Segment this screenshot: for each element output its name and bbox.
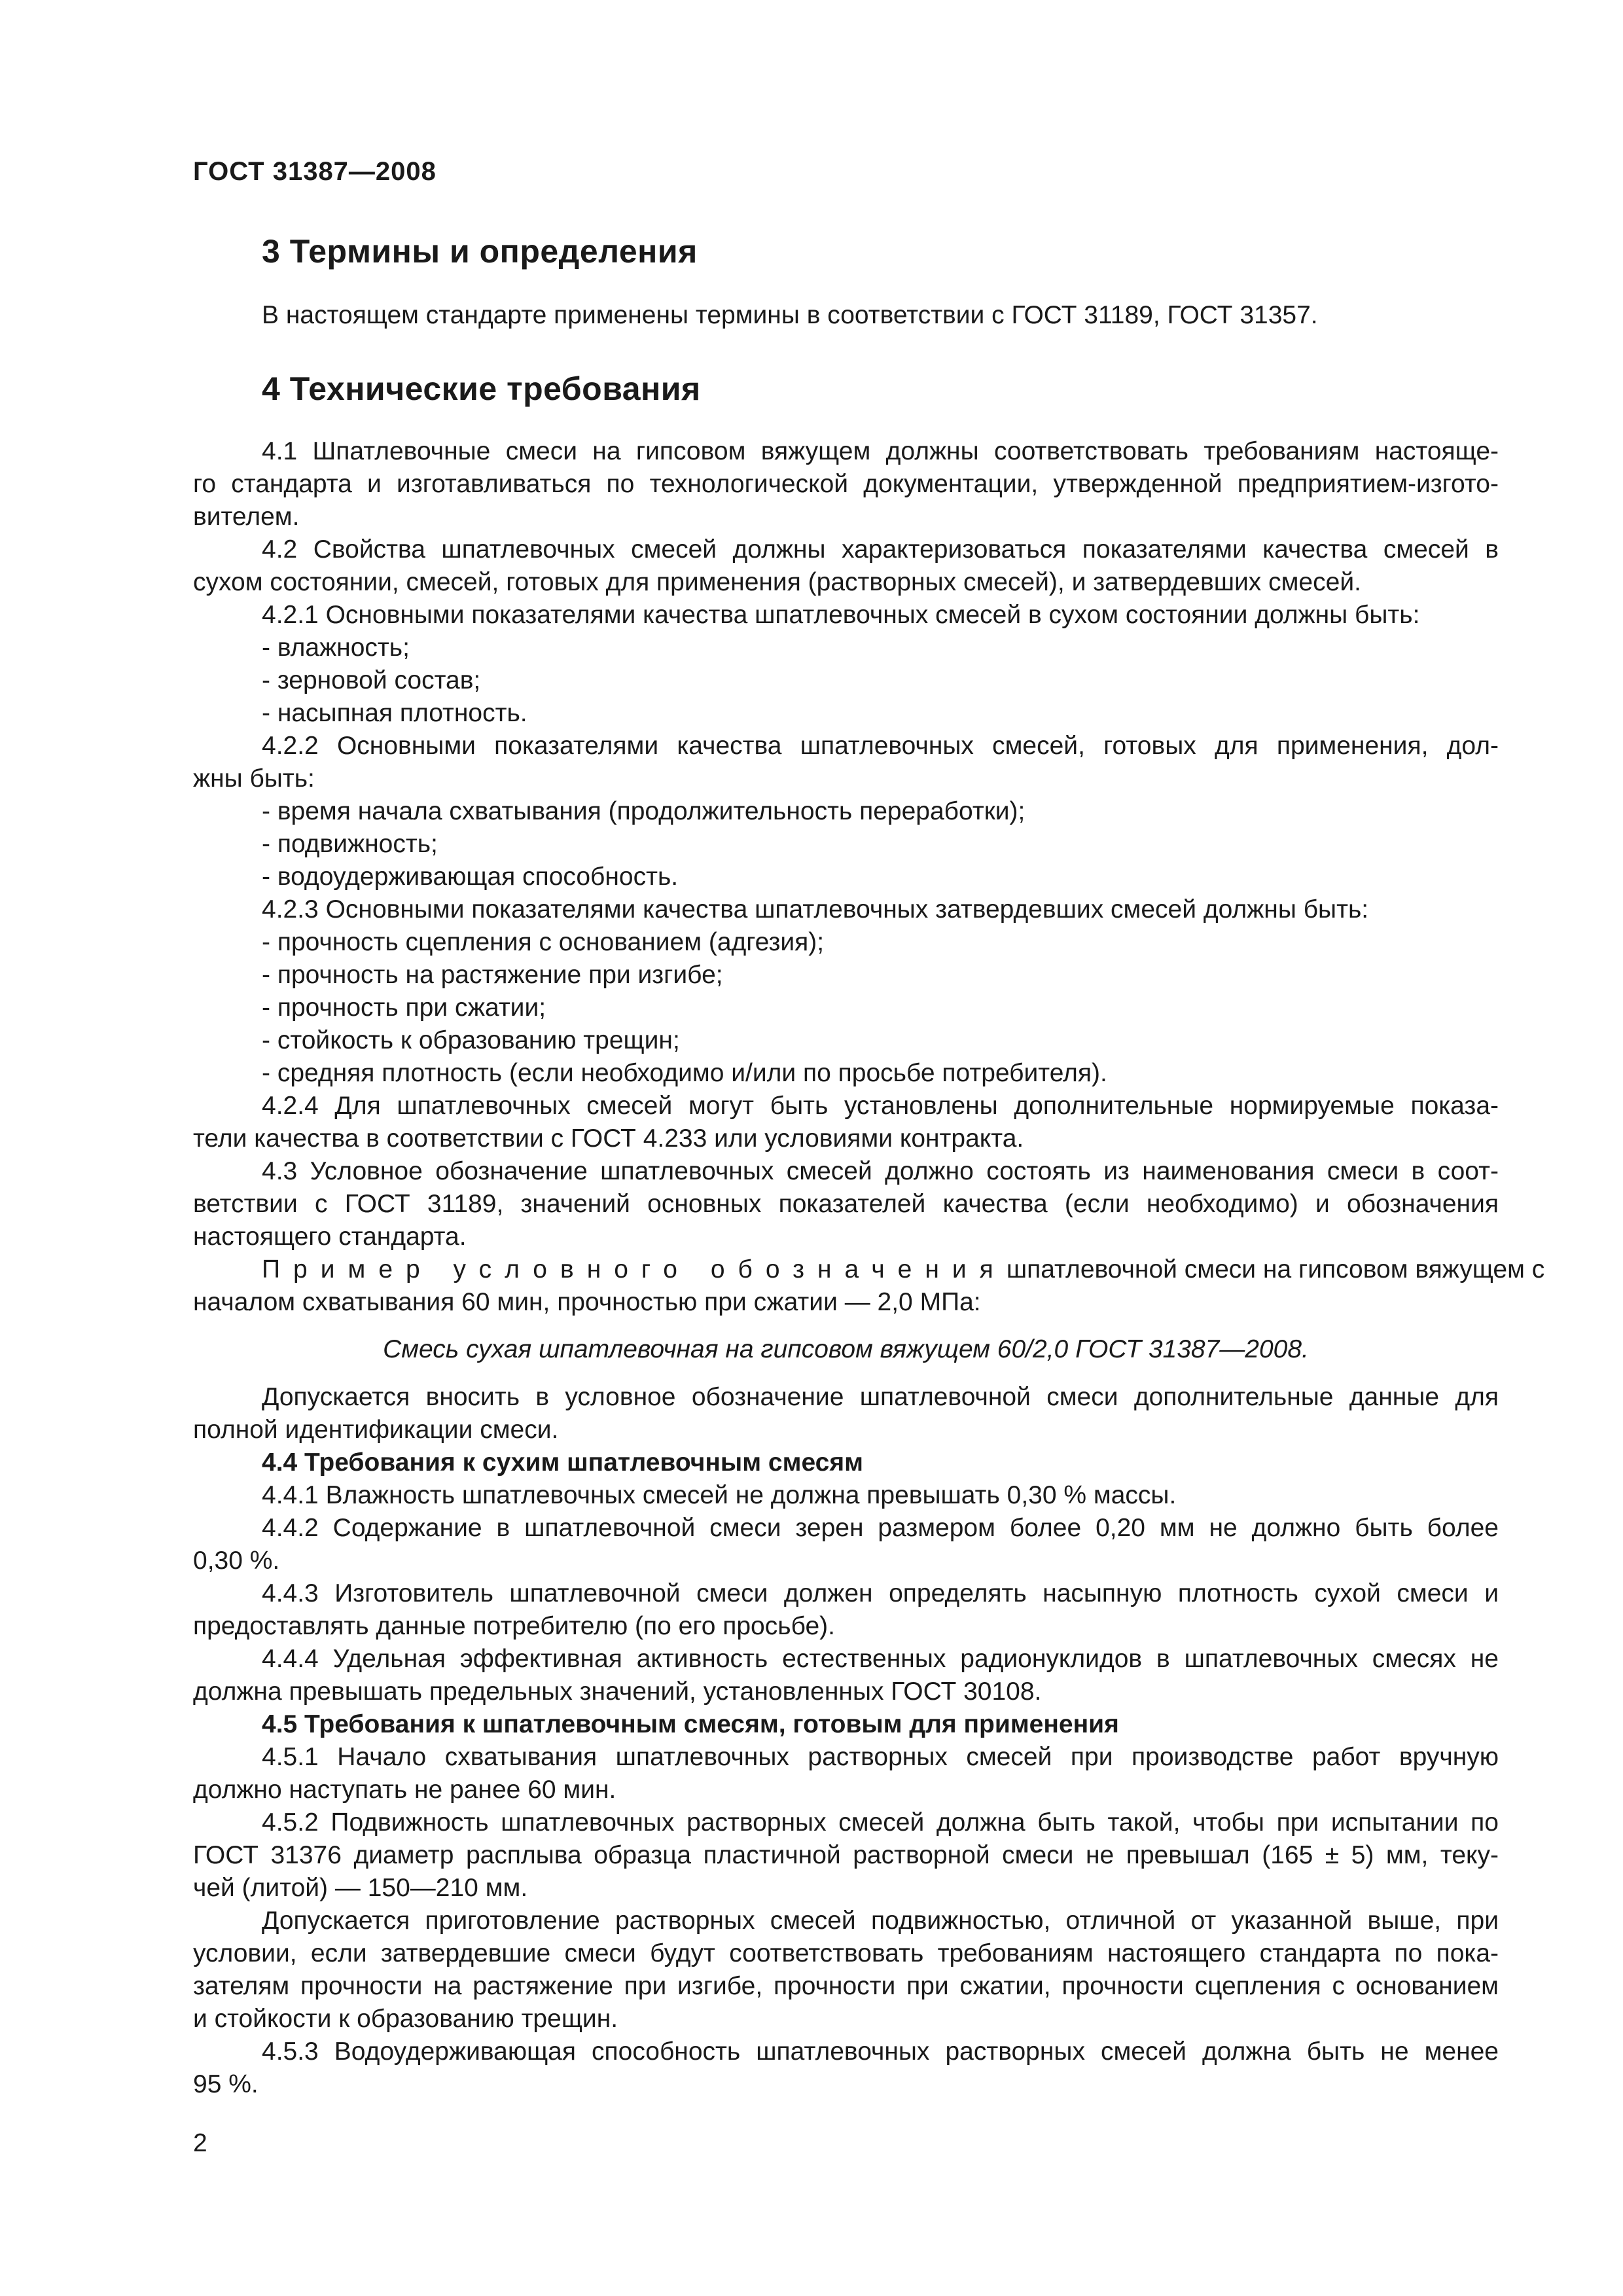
list-item: - водоудерживающая способность. xyxy=(262,863,679,891)
paragraph-line: 4.4.4 Удельная эффективная активность естественных радионуклидов в шпатлевочных смесях не xyxy=(262,1645,1499,1673)
paragraph-line: жны быть: xyxy=(193,764,315,793)
paragraph-line: 0,30 %. xyxy=(193,1547,280,1575)
list-item: - зерновой состав; xyxy=(262,666,481,694)
list-item: - влажность; xyxy=(262,634,410,662)
paragraph-line: Допускается приготовление растворных смесей подвижностью, отличной от указанной выше, при xyxy=(262,1907,1499,1935)
list-item: - прочность на растяжение при изгибе; xyxy=(262,961,723,989)
page-number: 2 xyxy=(193,2129,207,2157)
paragraph-line: условии, если затвердевшие смеси будут соответствовать требованиям настоящего стандарта по пока- xyxy=(193,1939,1499,1967)
paragraph-line: 4.2.1 Основными показателями качества шпатлевочных смесей в сухом состоянии должны быть: xyxy=(262,601,1420,629)
paragraph-line: чей (литой) — 150—210 мм. xyxy=(193,1874,528,1902)
paragraph-line: 4.5.3 Водоудерживающая способность шпатлевочных растворных смесей должна быть не менее xyxy=(262,2037,1499,2066)
paragraph-line: 4.5.1 Начало схватывания шпатлевочных растворных смесей при производстве работ вручную xyxy=(262,1743,1499,1771)
paragraph-line: 4.4.3 Изготовитель шпатлевочной смеси должен определять насыпную плотность сухой смеси и xyxy=(262,1579,1499,1607)
paragraph-line: и стойкости к образованию трещин. xyxy=(193,2005,618,2033)
document-number-header: ГОСТ 31387—2008 xyxy=(193,157,437,186)
list-item: - насыпная плотность. xyxy=(262,699,527,727)
paragraph-line: 4.2.2 Основными показателями качества шпатлевочных смесей, готовых для применения, дол- xyxy=(262,732,1499,760)
paragraph-line: го стандарта и изготавливаться по технологической документации, утвержденной предприятием-изгото- xyxy=(193,470,1499,498)
list-item: - прочность при сжатии; xyxy=(262,994,546,1022)
subsection-4-4-heading: 4.4 Требования к сухим шпатлевочным смесям xyxy=(262,1448,863,1477)
section-4-heading: 4 Технические требования xyxy=(262,370,701,407)
paragraph-line: вителем. xyxy=(193,503,300,531)
list-item: - время начала схватывания (продолжительность переработки); xyxy=(262,797,1026,825)
example-line xyxy=(262,1253,1545,1286)
paragraph-line: 4.3 Условное обозначение шпатлевочных смесей должно состоять из наименования смеси в соот- xyxy=(262,1157,1499,1185)
list-item: - стойкость к образованию трещин; xyxy=(262,1026,680,1054)
paragraph-line: 95 %. xyxy=(193,2070,259,2098)
paragraph-line: 4.1 Шпатлевочные смеси на гипсовом вяжущем должны соответствовать требованиям настояще- xyxy=(262,437,1499,465)
paragraph-line: 4.4.1 Влажность шпатлевочных смесей не должна превышать 0,30 % массы. xyxy=(262,1481,1177,1509)
subsection-4-5-heading: 4.5 Требования к шпатлевочным смесям, готовым для применения xyxy=(262,1710,1119,1738)
example-rest: шпатлевочной смеси на гипсовом вяжущем с xyxy=(1006,1255,1545,1283)
paragraph-line: 4.5.2 Подвижность шпатлевочных растворных смесей должна быть такой, чтобы при испытании по xyxy=(262,1808,1499,1837)
paragraph-line: 4.2.3 Основными показателями качества шпатлевочных затвердевших смесей должны быть: xyxy=(262,895,1369,924)
list-item: - прочность сцепления с основанием (адгезия); xyxy=(262,928,825,956)
paragraph-line: началом схватывания 60 мин, прочностью при сжатии — 2,0 МПа: xyxy=(193,1288,981,1316)
paragraph-line: 4.4.2 Содержание в шпатлевочной смеси зерен размером более 0,20 мм не должно быть более xyxy=(262,1514,1499,1542)
section-3-text: В настоящем стандарте применены термины в соответствии с ГОСТ 31189, ГОСТ 31357. xyxy=(262,301,1318,329)
paragraph-line: предоставлять данные потребителю (по его просьбе). xyxy=(193,1612,835,1640)
section-3-heading: 3 Термины и определения xyxy=(262,233,698,270)
paragraph-line: должно наступать не ранее 60 мин. xyxy=(193,1776,616,1804)
paragraph-line: ветствии с ГОСТ 31189, значений основных показателей качества (если необходимо) и обозначения xyxy=(193,1190,1499,1218)
paragraph-line: зателям прочности на растяжение при изгибе, прочности при сжатии, прочности сцепления с основанием xyxy=(193,1972,1499,2000)
example-designation: Смесь сухая шпатлевочная на гипсовом вяжущем 60/2,0 ГОСТ 31387—2008. xyxy=(383,1335,1309,1363)
paragraph-line: Допускается вносить в условное обозначение шпатлевочной смеси дополнительные данные для xyxy=(262,1383,1499,1411)
example-label: Пример условного обозначения xyxy=(262,1255,1007,1283)
paragraph-line: настоящего стандарта. xyxy=(193,1223,467,1251)
paragraph-line: ГОСТ 31376 диаметр расплыва образца пластичной растворной смеси не превышал (165 ± 5) мм, теку- xyxy=(193,1841,1499,1869)
paragraph-line: 4.2 Свойства шпатлевочных смесей должны характеризоваться показателями качества смесей в xyxy=(262,535,1499,564)
paragraph-line: должна превышать предельных значений, установленных ГОСТ 30108. xyxy=(193,1677,1042,1706)
paragraph-line: 4.2.4 Для шпатлевочных смесей могут быть установлены дополнительные нормируемые показа- xyxy=(262,1092,1499,1120)
paragraph-line: полной идентификации смеси. xyxy=(193,1416,559,1444)
list-item: - средняя плотность (если необходимо и/или по просьбе потребителя). xyxy=(262,1059,1107,1087)
list-item: - подвижность; xyxy=(262,830,438,858)
paragraph-line: сухом состоянии, смесей, готовых для применения (растворных смесей), и затвердевших смесей. xyxy=(193,568,1361,596)
paragraph-line: тели качества в соответствии с ГОСТ 4.233 или условиями контракта. xyxy=(193,1124,1024,1153)
